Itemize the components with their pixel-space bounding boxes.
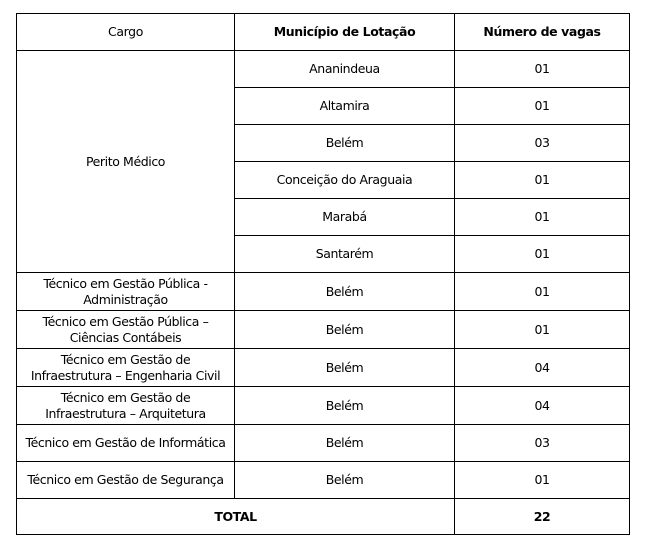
cargo-cell: Técnico em Gestão de Informática — [17, 425, 235, 462]
vagas-cell: 01 — [455, 88, 630, 125]
table-row — [17, 425, 630, 462]
cargo-cell: Técnico em Gestão de Infraestrutura – Arquitetura — [17, 387, 235, 425]
municipio-cell: Altamira — [235, 88, 455, 125]
municipio-cell: Belém — [235, 125, 455, 162]
vagas-cell: 01 — [455, 273, 630, 311]
vagas-cell: 01 — [455, 462, 630, 499]
table-row — [17, 51, 630, 88]
total-label: TOTAL — [17, 499, 455, 535]
vagas-cell: 01 — [455, 162, 630, 199]
table-row — [17, 349, 630, 387]
vagas-cell: 04 — [455, 349, 630, 387]
municipio-cell: Belém — [235, 311, 455, 349]
municipio-cell: Belém — [235, 387, 455, 425]
vacancies-table — [16, 13, 630, 535]
municipio-cell: Marabá — [235, 199, 455, 236]
header-row — [17, 14, 630, 51]
municipio-cell: Belém — [235, 273, 455, 311]
cargo-cell: Técnico em Gestão de Infraestrutura – Engenharia Civil — [17, 349, 235, 387]
vagas-cell: 04 — [455, 387, 630, 425]
header-municipio: Município de Lotação — [235, 14, 455, 51]
municipio-cell: Belém — [235, 462, 455, 499]
table-row — [17, 311, 630, 349]
table-row — [17, 462, 630, 499]
cargo-cell: Técnico em Gestão Pública – Ciências Contábeis — [17, 311, 235, 349]
header-vagas: Número de vagas — [455, 14, 630, 51]
vagas-cell: 01 — [455, 311, 630, 349]
vagas-cell: 03 — [455, 425, 630, 462]
table-row — [17, 387, 630, 425]
total-row — [17, 499, 630, 535]
municipio-cell: Santarém — [235, 236, 455, 273]
municipio-cell: Belém — [235, 349, 455, 387]
vagas-cell: 03 — [455, 125, 630, 162]
cargo-cell: Técnico em Gestão de Segurança — [17, 462, 235, 499]
vagas-cell: 01 — [455, 199, 630, 236]
cargo-cell: Técnico em Gestão Pública - Administração — [17, 273, 235, 311]
municipio-cell: Ananindeua — [235, 51, 455, 88]
table-row — [17, 273, 630, 311]
municipio-cell: Conceição do Araguaia — [235, 162, 455, 199]
vagas-cell: 01 — [455, 51, 630, 88]
header-cargo: Cargo — [17, 14, 235, 51]
cargo-perito-medico: Perito Médico — [17, 51, 235, 273]
total-value: 22 — [455, 499, 630, 535]
vagas-cell: 01 — [455, 236, 630, 273]
municipio-cell: Belém — [235, 425, 455, 462]
